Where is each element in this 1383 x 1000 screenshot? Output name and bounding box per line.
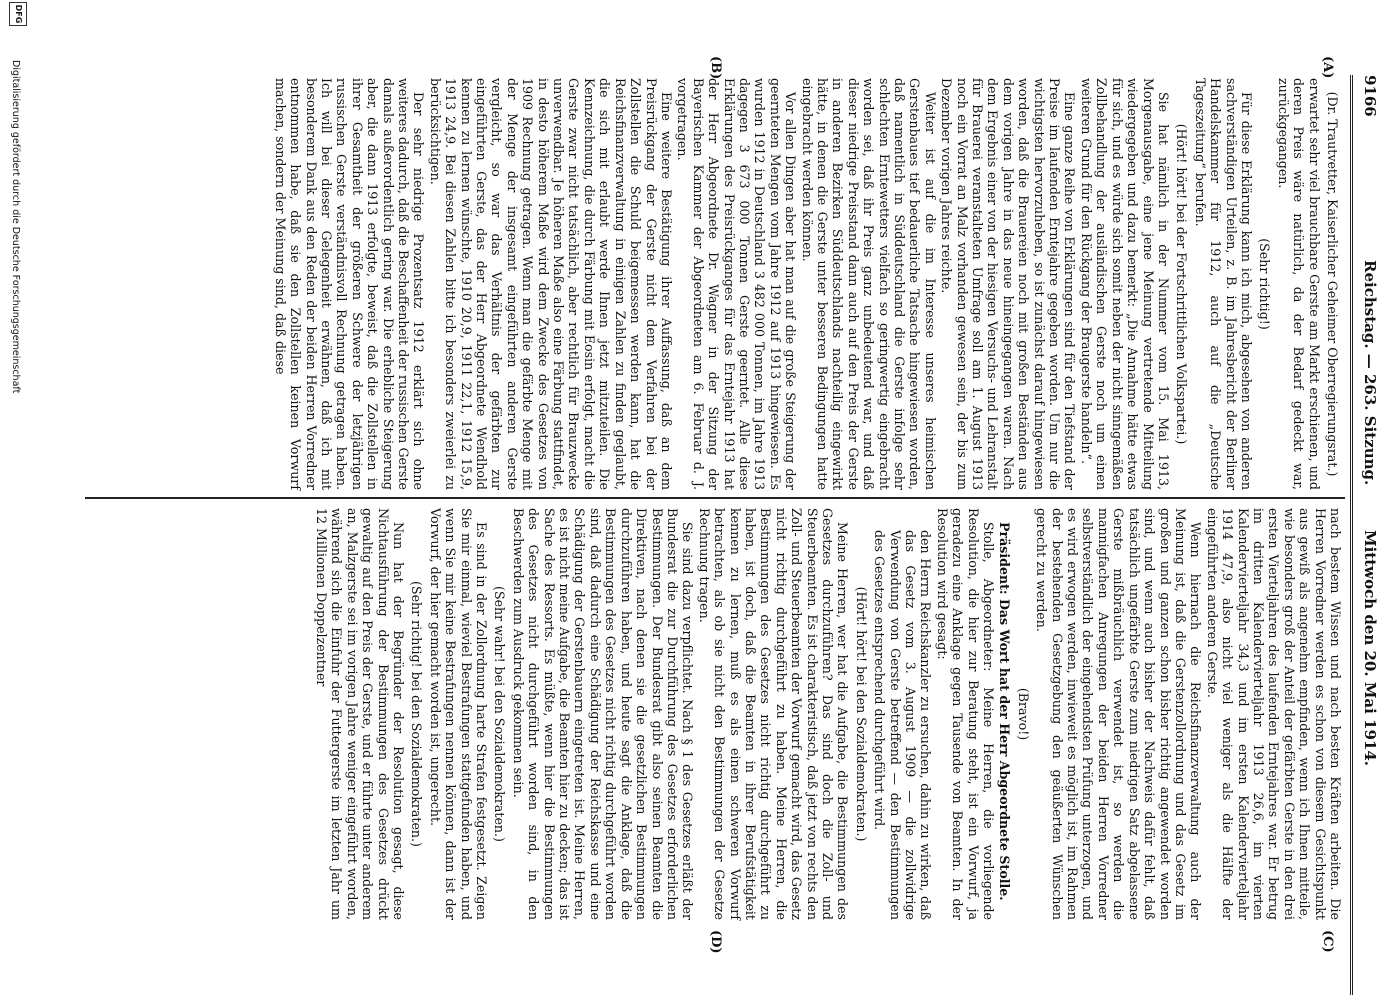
paragraph: Vor allen Dingen aber hat man auf die große Steigerung der geernteten Mengen vom Jahre 1912 auf 1913 hingewiesen. Es wurden 1912 in Deutschland 3 482 000 Tonnen, im Jahre 1913 dagegen 3 673 000 Tonnen Gerste geerntet. Alle diese Erklärungen des Preisrückganges für das Erntejahr 1913 hat der Herr Abgeordnete Dr. Wagner in der Sitzung der Bayerischen Kammer der Abgeordneten am 6. Februar d. J. vorgetragen. <box>675 78 799 490</box>
header-rule <box>1350 75 1353 995</box>
margin-mark-c: (C) <box>1320 930 1335 953</box>
session-title: Reichstag. — 263. Sitzung. <box>1361 260 1379 486</box>
paragraph: erwartet sehr viel brauchbare Gerste am Markt erschienen, und deren Preis wäre natürlich, da der Bedarf gedeckt war, zurückgegangen. <box>1275 78 1322 490</box>
column-divider <box>85 497 1345 499</box>
president-remark: Präsident: Das Wort hat der Herr Abgeordnete Stolle. <box>997 522 1013 901</box>
interjection: (Hört! hört! bei der Fortschrittlichen Volkspartei.) <box>1174 123 1190 445</box>
resolution-quote: den Herrn Reichskanzler zu ersuchen, dahin zu wirken, daß das Gesetz vom 3. August 1909 — die zollwidrige Verwendung von Gerste betreffend — den Bestimmungen des Gesetzes entsprechend durchgeführt wird. <box>872 530 934 920</box>
interjection: (Hört! hört! bei den Sozialdemokraten.) <box>853 586 869 842</box>
interjection: (Bravo!) <box>1015 687 1031 741</box>
margin-mark-b: (B) <box>708 56 723 80</box>
paragraph: nach bestem Wissen und nach besten Kräften arbeiten. Die Herren Vorredner werden es schon von diesem Gesichtspunkt aus gewiß als angenehm empfinden, wenn ich Ihnen mitteile, wie besonders groß der Anteil der gefärbten Gerste in den drei ersten Vierteljahren des laufenden Erntejahres war. Er betrug im dritten Kalendervierteljahr 1913 26,6, im vierten Kalendervierteljahr 34,3 und im ersten Kalendervierteljahr 1914 47,9, also nicht viel weniger als die Hälfte der eingeführten anderen Gerste. <box>1204 508 1343 920</box>
paragraph: Es sind in der Zollordnung harte Strafen festgesetzt. Zeigen Sie mir einmal, wieviel Bestrafungen stattgefunden haben, und wenn Sie mir keine Bestrafungen nennen können, dann ist der Vorwurf, der hier gemacht worden ist, ungerecht. <box>427 508 490 920</box>
paragraph: Sie hat nämlich in der Nummer vom 15. Mai 1913, Morgenausgabe, eine jene Meinung vertretende Mitteilung wiedergegeben und dazu bemerkt: „Die Annahme hätte etwas für sich, und es würde sich somit neben der nicht sinngemäßen Zollbehandlung der ausländischen Gerste noch um einen weiteren Grund für den Rückgang der Braugerste handeln“. <box>1078 78 1171 490</box>
paragraph: Wenn hiernach die Reichsfinanzverwaltung auch der Meinung ist, daß die Gerstenzollordnung und das Gesetz im großen und ganzen schon bisher richtig angewendet worden sind, und wenn auch bisher der Nachweis dafür fehlt, daß tatsächlich ungefärbte Gerste zum niedrigen Satz abgelassene Gerste mißbräuchlich verwendet ist, so werden die mannigfachen Anregungen der beiden Herren Vorredner selbstverständlich der eingehendsten Prüfung unterzogen, und es wird erwogen werden, inwieweit es möglich ist, im Rahmen der bestehenden Gesetzgebung den geäußerten Wünschen gerecht zu werden. <box>1034 508 1204 920</box>
page-number: 9166 <box>1361 75 1379 117</box>
digitization-credit: Digitalisierung gefördert durch die Deutsche Forschungsgemeinschaft <box>10 60 21 394</box>
paragraph: Meine Herren, wer hat die Aufgabe, die Bestimmungen des Gesetzes durchzuführen? Das sind doch die Zoll- und Steuerbeamten. Es ist charakteristisch, daß jetzt von rechts den Zoll- und Steuerbeamten der Vorwurf gemacht wird, das Gesetz nicht richtig durchgeführt zu haben. Meine Herren, die Bestimmungen des Gesetzes nicht richtig durchgeführt zu haben, ist doch, daß die Beamten in ihrer Berufstätigkeit kennen zu lernen, muß es als einen schweren Vorwurf betrachten, als ob sie nicht den Bestimmungen der Gesetze Rechnung tragen. <box>696 508 851 920</box>
interjection: (Sehr richtig!) <box>1257 238 1273 330</box>
paragraph: Der sehr niedrige Prozentsatz 1912 erklärt sich ohne weiteres dadurch, daß die Beschaffenheit der russischen Gerste damals außerordentlich gering war. Die erhebliche Steigerung aber, die dann 1913 erfolgte, beweist, daß die Zollstellen in ihrer Gesamtheit der größeren Schwere der letzjährigen russischen Gerste verständnisvoll Rechnung getragen haben. Ich will bei dieser Gelegenheit erwähnen, daß ich mit besonderem Dank aus den Reden der beiden Herren Vorredner entnommen habe, daß sie den Zollstellen keinen Vorwurf machen, sondern der Meinung sind, daß diese <box>272 78 427 490</box>
paragraph: Nun hat der Begründer der Resolution gesagt, diese Nichtausführung der Bestimmungen des Gesetzes drückt gewaltig auf den Preis der Gerste, und er führte unter anderem an, Malzgerste sei im vorigen Jahre weniger eingeführt worden, während sich die Einfuhr der Futtergerste im letzten Jahr um 12 Millionen Doppelzentner <box>314 508 407 920</box>
paragraph: Sie sind dazu verpflichtet. Nach § 1 des Gesetzes erläßt der Bundesrat die zur Durchführung des Gesetzes erforderlichen Bestimmungen. Der Bundesrat gibt also seinen Beamten die Direktiven, nach denen sie die gesetzlichen Bestimmungen durchzuführen haben, und heute sagt die Anklage, daß die Bestimmungen des Gesetzes nicht richtig durchgeführt worden sind, daß dadurch eine Schädigung der Reichskasse und eine Schädigung der Gerstenbauern eingetreten ist. Meine Herren, es ist nicht meine Aufgabe, die Beamten hier zu decken; das ist Sache des Ressorts. Es müßte, wenn hier die Bestimmungen des Gesetzes nicht durchgeführt worden sind, in den Beschwerden zum Ausdruck gekommen sein. <box>510 508 696 920</box>
paragraph: Für diese Erklärung kann ich mich, abgesehen von anderen sachverständigen Urteilen, z. B. im Jahresbericht der Berliner Handelskammer für 1912, auch auf die „Deutsche Tageszeitung“ berufen. <box>1192 78 1254 490</box>
speaker-attribution: (Dr. Trautvetter, Kaiserlicher Geheimer Oberregierungsrat.) <box>1325 91 1340 477</box>
session-date: Mittwoch den 20. Mai 1914. <box>1361 530 1379 767</box>
paragraph: Eine ganze Reihe von Erklärungen sind für den Tiefstand der Preise im laufenden Erntejahre gegeben worden. Um nur die wichtigsten hervorzuheben, so ist zunächst darauf hingewiesen worden, daß die Brauereien noch mit großen Beständen aus dem vorigen Jahre in das neue hineingegangen waren. Nach dem Ergebnis einer von der hiesigen Versuchs- und Lehranstalt für Brauerei veranstalteten Umfrage soll am 1. August 1913 noch ein Vorrat an Malz vorhanden gewesen sein, der bis zum Dezember vorigen Jahres reichte. <box>939 78 1078 490</box>
paragraph: Eine weitere Bestätigung ihrer Auffassung, daß an dem Preisrückgang der Gerste nicht dem Verfahren bei der Zollstellen die Schuld beigemessen werden kann, hat die Reichsfinanzverwaltung in einigen Zahlen zu finden geglaubt, die sich mit erlaubt werde Ihnen jetzt mitzuteilen. Die Kennzeichnung, die durch Färbung mit Eosin erfolgt, macht die Gerste zwar nicht tatsächlich, aber rechtlich für Brauzwecke unverwendbar. Je höheren Maße also eine Färbung stattfindet, in desto höherem Maße wird dem Zwecke des Gesetzes von 1909 Rechnung getragen. Wenn man die gefärbte Menge mit der Menge der insgesamt eingeführten anderen Gerste vergleicht, so war das Verhältnis der gefärbten zur eingeführten Gerste, das der Herr Abgeordnete Wendhold kennen zu lernen wünschte, 1910 20,9, 1911 22,1, 1912 15,9, 1913 24,9. Bei diesen Zahlen bitte ich besonders zweierlei zu berücksichtigen. <box>427 78 674 490</box>
right-column <box>313 508 1343 920</box>
paragraph: Weiter ist auf die im Interesse unseres heimischen Gerstenbaues tief bedauerliche Tatsache hingewiesen worden, daß namentlich in Süddeutschland die Gerste infolge sehr schlechten Erntewetters vielfach so geringwertig eingebracht worden sei, daß ihr Preis ganz unbedeutend war, und daß dieser niedrige Preisstand dann auch auf den Preis der Gerste in anderen Bezirken Süddeutschlands nachteilig eingewirkt hätte, in denen die Gerste unter besseren Bedingungen hatte eingebracht werden können. <box>799 78 938 490</box>
page-header <box>1355 20 1379 980</box>
interjection: (Sehr wahr! bei den Sozialdemokraten.) <box>492 586 508 842</box>
paragraph: Stolle, Abgeordneter: Meine Herren, die vorliegende Resolution, die hier zur Beratung steht, ist ein Vorwurf, ja geradezu eine Anklage gegen Tausende von Beamten. In der Resolution wird gesagt: <box>934 508 997 920</box>
dfg-logo: DFG <box>9 2 27 26</box>
left-column <box>271 78 1343 490</box>
margin-mark-a: (A) <box>1320 56 1335 79</box>
interjection: (Sehr richtig! bei den Sozialdemokraten.) <box>409 581 425 847</box>
margin-mark-d: (D) <box>708 930 723 954</box>
